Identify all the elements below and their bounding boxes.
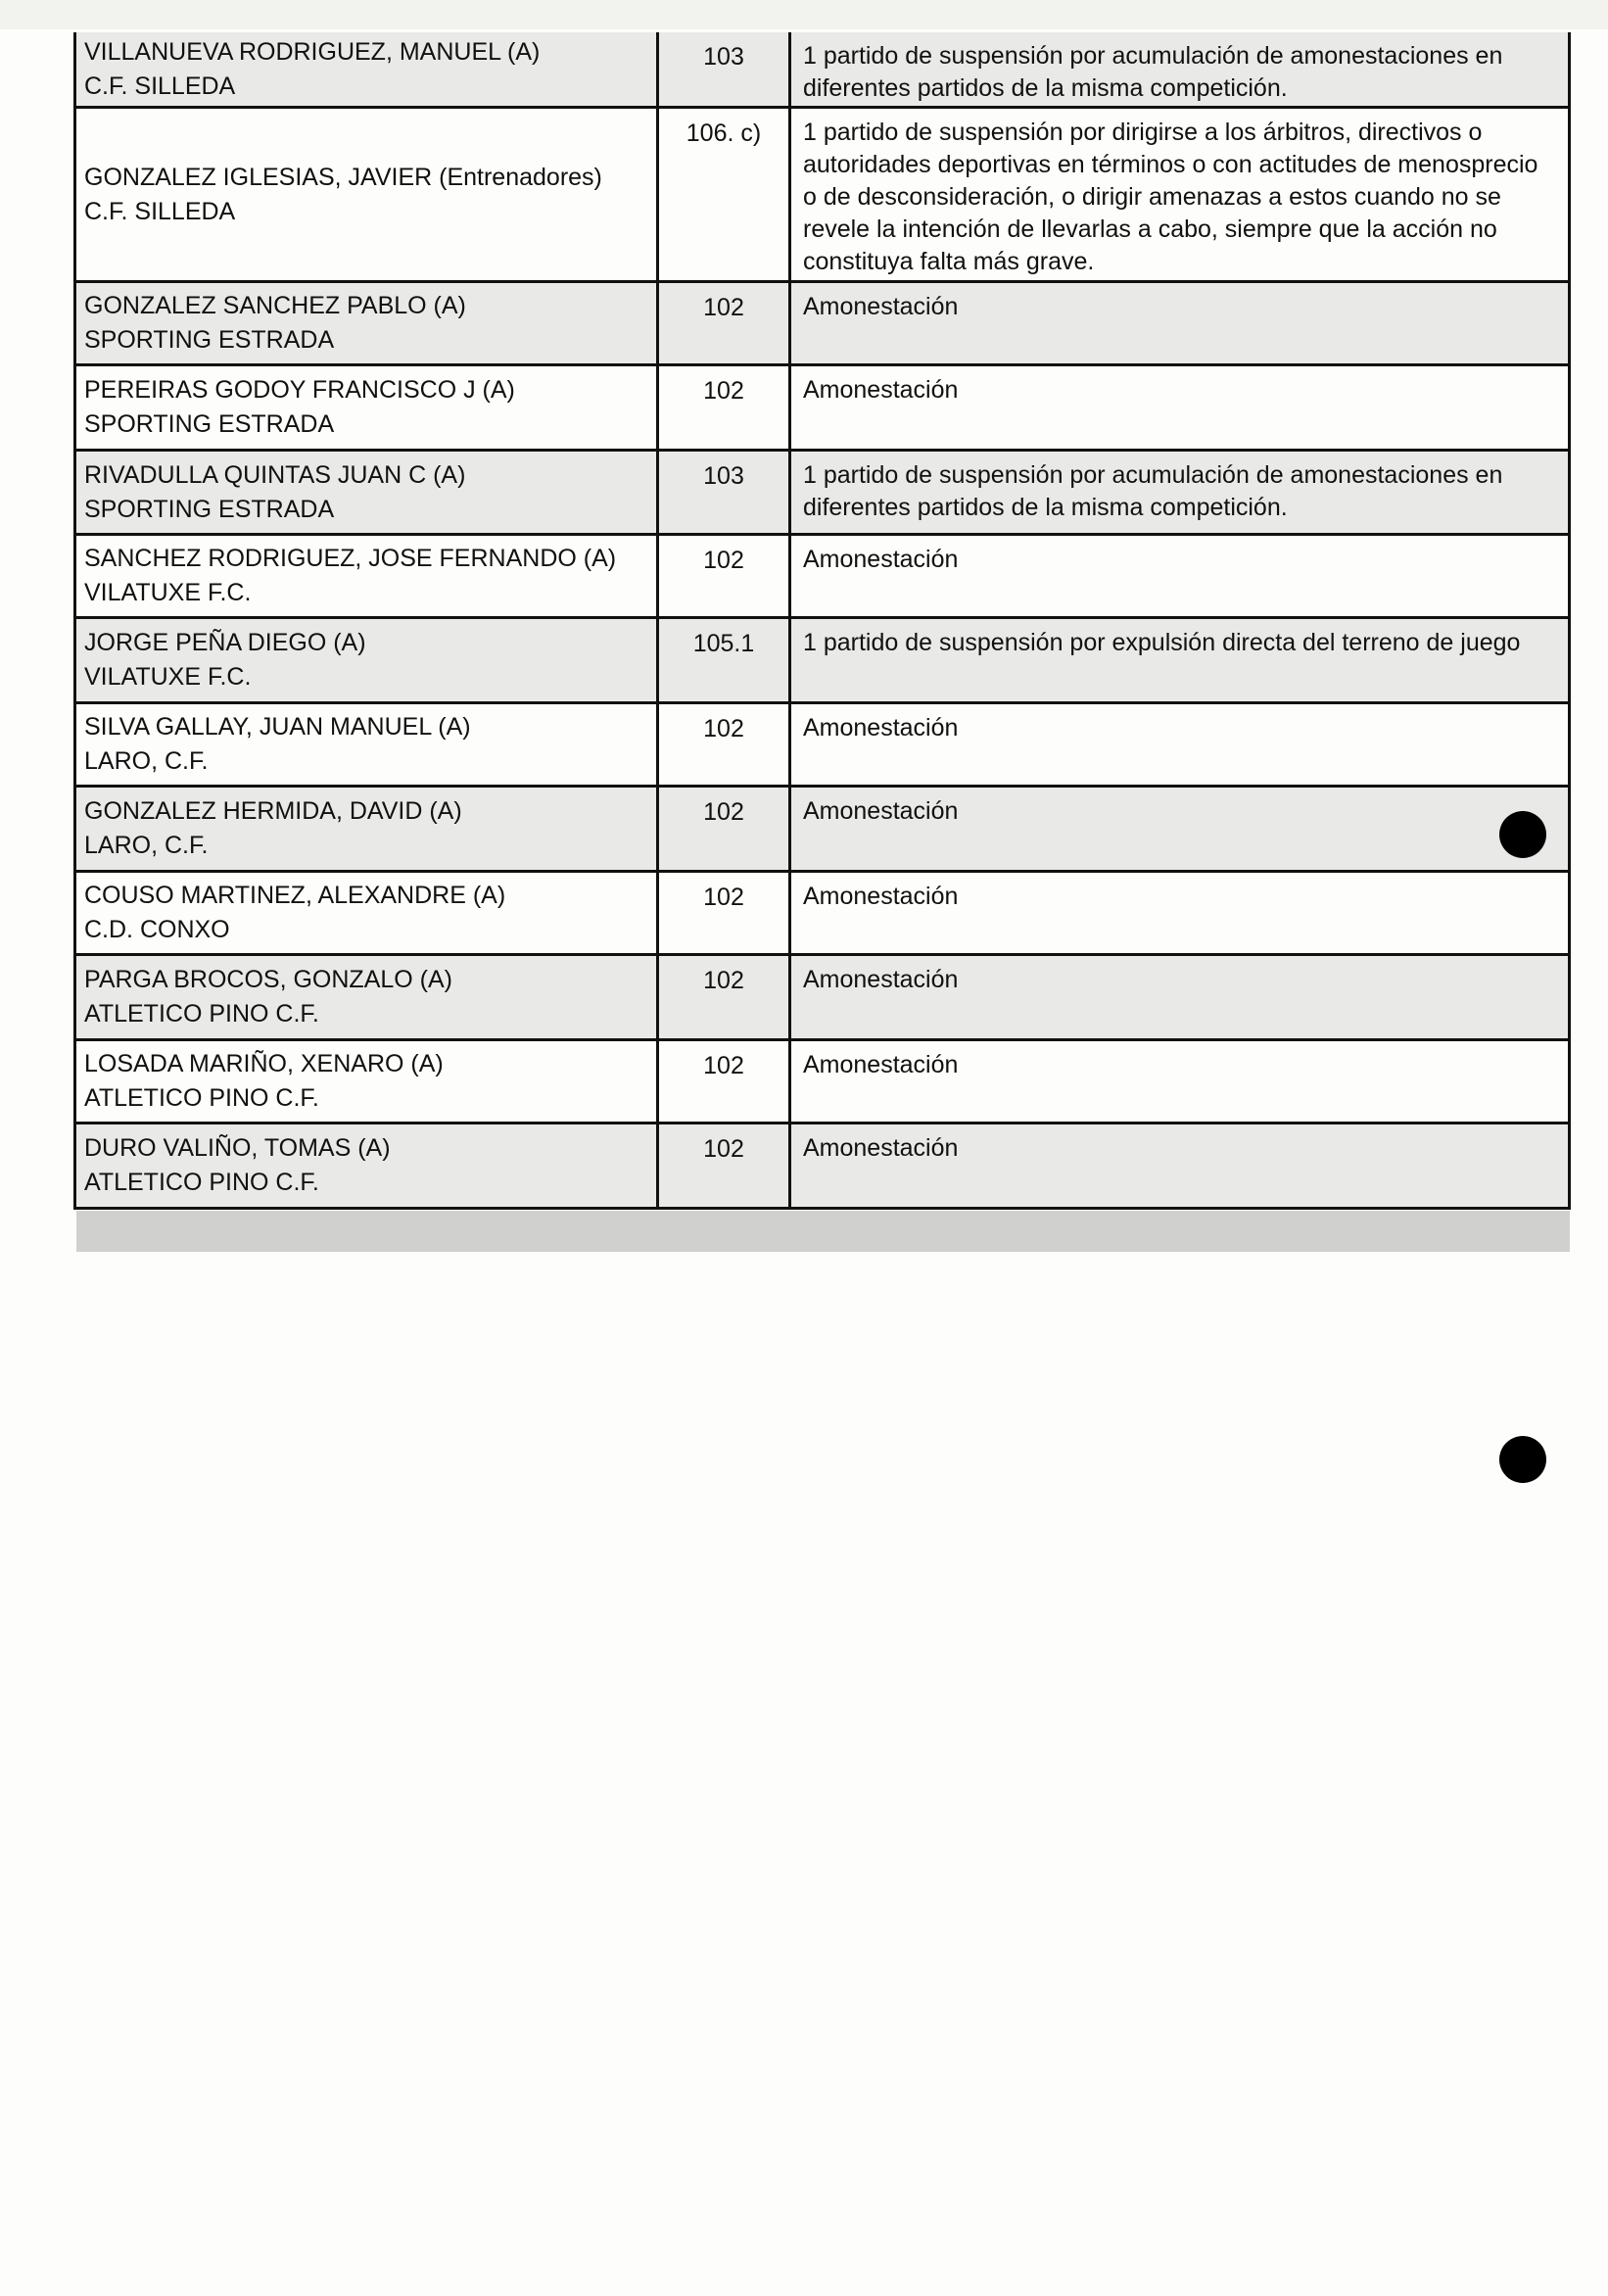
player-name: RIVADULLA QUINTAS JUAN C (A) (84, 460, 466, 489)
punch-hole-mark (1499, 811, 1546, 858)
player-cell (76, 1041, 659, 1122)
club-name: C.D. CONXO (84, 916, 230, 943)
article-cell: 102 (659, 956, 791, 1038)
player-cell (76, 873, 659, 953)
player-name: SANCHEZ RODRIGUEZ, JOSE FERNANDO (A) (84, 545, 617, 572)
sanction-cell: Amonestación (803, 714, 959, 741)
article-cell: 102 (659, 1124, 791, 1207)
club-name: SPORTING ESTRADA (84, 410, 335, 438)
article-cell: 105.1 (659, 619, 791, 701)
player-name: JORGE PEÑA DIEGO (A) (84, 629, 366, 656)
table-row (76, 788, 1568, 873)
table-row (76, 704, 1568, 788)
club-name: C.F. SILLEDA (84, 197, 236, 225)
sanction-cell: Amonestación (803, 293, 959, 320)
club-name: C.F. SILLEDA (84, 72, 236, 100)
table-row (76, 619, 1568, 704)
club-name: VILATUXE F.C. (84, 579, 252, 606)
player-cell (76, 109, 659, 280)
player-name: PEREIRAS GODOY FRANCISCO J (A) (84, 376, 515, 404)
club-name: SPORTING ESTRADA (84, 326, 335, 354)
sanction-cell: Amonestación (803, 797, 959, 825)
player-cell (76, 536, 659, 616)
sanction-cell: 1 partido de suspensión por acumulación de amonestaciones en diferentes partidos de la misma competición. (803, 461, 1503, 521)
article-cell: 102 (659, 283, 791, 363)
table-row (76, 452, 1568, 536)
player-cell (76, 32, 659, 106)
player-cell (76, 452, 659, 533)
player-cell (76, 788, 659, 870)
table-row (76, 536, 1568, 619)
article-cell: 102 (659, 536, 791, 616)
player-cell (76, 366, 659, 449)
player-name: GONZALEZ IGLESIAS, JAVIER (Entrenadores) (84, 163, 602, 191)
player-cell (76, 704, 659, 785)
table-row (76, 109, 1568, 283)
club-name: LARO, C.F. (84, 832, 209, 859)
sanction-cell: Amonestación (803, 376, 959, 404)
player-name: PARGA BROCOS, GONZALO (A) (84, 966, 452, 993)
table-row (76, 283, 1568, 366)
player-name: DURO VALIÑO, TOMAS (A) (84, 1134, 391, 1162)
article-cell: 103 (659, 452, 791, 533)
player-name: GONZALEZ HERMIDA, DAVID (A) (84, 797, 462, 825)
article-cell: 102 (659, 366, 791, 449)
player-cell (76, 956, 659, 1038)
player-name: LOSADA MARIÑO, XENARO (A) (84, 1050, 444, 1077)
table-row (76, 1041, 1568, 1124)
player-cell (76, 1124, 659, 1207)
article-cell: 102 (659, 1041, 791, 1122)
sanction-cell: 1 partido de suspensión por dirigirse a los árbitros, directivos o autoridades deportivas en términos o con actitudes de menosprecio o de desconsideración, o dirigir amenazas a estos cuando no se revele la intención de llevarlas a cabo, siempre que la acción no constituya falta más grave. (803, 119, 1538, 275)
scan-top-edge (0, 0, 1608, 29)
club-name: ATLETICO PINO C.F. (84, 1169, 319, 1196)
sanctions-table (73, 32, 1571, 1210)
sanction-cell: Amonestación (803, 883, 959, 910)
sanction-cell: 1 partido de suspensión por expulsión directa del terreno de juego (803, 629, 1521, 656)
club-name: ATLETICO PINO C.F. (84, 1084, 319, 1112)
player-name: GONZALEZ SANCHEZ PABLO (A) (84, 292, 466, 319)
article-cell: 102 (659, 788, 791, 870)
punch-hole-mark (1499, 1436, 1546, 1483)
table-row (76, 956, 1568, 1041)
player-name: VILLANUEVA RODRIGUEZ, MANUEL (A) (84, 37, 541, 66)
sanction-cell: Amonestación (803, 966, 959, 993)
player-name: COUSO MARTINEZ, ALEXANDRE (A) (84, 882, 506, 909)
sanction-cell: Amonestación (803, 1134, 959, 1162)
table-row (76, 366, 1568, 452)
club-name: SPORTING ESTRADA (84, 495, 335, 523)
article-cell: 103 (659, 32, 791, 106)
table-bottom-shade (76, 1211, 1570, 1252)
club-name: ATLETICO PINO C.F. (84, 1000, 319, 1028)
sanction-cell: 1 partido de suspensión por acumulación de amonestaciones en diferentes partidos de la misma competición. (803, 42, 1503, 102)
player-cell (76, 283, 659, 363)
table-row (76, 873, 1568, 956)
club-name: VILATUXE F.C. (84, 663, 252, 691)
article-cell: 106. c) (659, 109, 791, 280)
article-cell: 102 (659, 873, 791, 953)
sanction-cell: Amonestación (803, 1051, 959, 1078)
table-row (76, 32, 1568, 109)
table-row (76, 1124, 1568, 1210)
sanction-cell: Amonestación (803, 546, 959, 573)
player-cell (76, 619, 659, 701)
player-name: SILVA GALLAY, JUAN MANUEL (A) (84, 713, 471, 741)
club-name: LARO, C.F. (84, 747, 209, 775)
article-cell: 102 (659, 704, 791, 785)
